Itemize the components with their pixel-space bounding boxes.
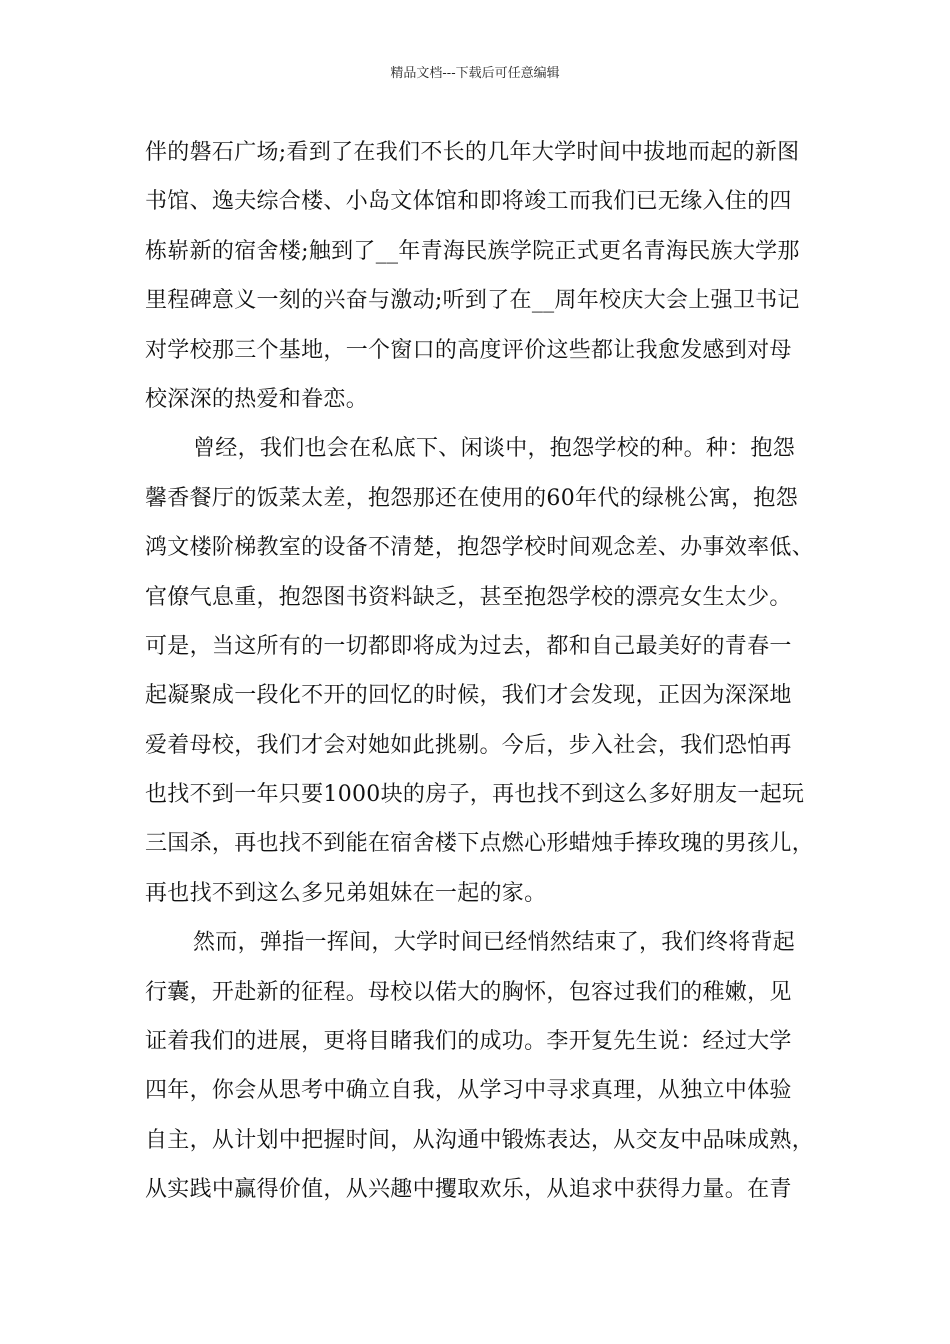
page-header: 精品文档---下载后可任意编辑	[390, 66, 560, 81]
text-line: 起凝聚成一段化不开的回忆的时候，我们才会发现，正因为深深地	[145, 683, 792, 709]
text-line: 四年，你会从思考中确立自我，从学习中寻求真理，从独立中体验	[145, 1078, 792, 1104]
document-body	[145, 132, 817, 1219]
text-line: 证着我们的进展，更将目睹我们的成功。李开复先生说：经过大学	[145, 1029, 792, 1055]
text-line: 里程碑意义一刻的兴奋与激动;听到了在__周年校庆大会上强卫书记	[145, 288, 800, 314]
text-line: 曾经，我们也会在私底下、闲谈中，抱怨学校的种。种：抱怨	[193, 436, 796, 462]
text-line: 爱着母校，我们才会对她如此挑剔。今后，步入社会，我们恐怕再	[145, 732, 792, 758]
text-line: 可是，当这所有的一切都即将成为过去，都和自己最美好的青春一	[145, 633, 792, 659]
text-line: 官僚气息重，抱怨图书资料缺乏，甚至抱怨学校的漂亮女生太少。	[145, 584, 792, 610]
text-line: 也找不到一年只要1000块的房子，再也找不到这么多好朋友一起玩	[145, 782, 805, 808]
text-line: 再也找不到这么多兄弟姐妹在一起的家。	[145, 880, 547, 906]
paragraph-2	[145, 428, 817, 922]
text-line: 然而，弹指一挥间，大学时间已经悄然结束了，我们终将背起	[193, 930, 796, 956]
text-line: 自主，从计划中把握时间，从沟通中锻炼表达，从交友中品味成熟，	[145, 1127, 815, 1153]
text-line: 馨香餐厅的饭菜太差，抱怨那还在使用的60年代的绿桃公寓，抱怨	[145, 485, 798, 511]
text-line: 从实践中赢得价值，从兴趣中攫取欢乐，从追求中获得力量。在青	[145, 1177, 792, 1203]
text-line: 书馆、逸夫综合楼、小岛文体馆和即将竣工而我们已无缘入住的四	[145, 189, 792, 215]
text-line: 行囊，开赴新的征程。母校以偌大的胸怀，包容过我们的稚嫩，见	[145, 979, 792, 1005]
paragraph-1	[145, 132, 817, 428]
paragraph-3	[145, 922, 817, 1218]
text-line: 鸿文楼阶梯教室的设备不清楚，抱怨学校时间观念差、办事效率低、	[145, 535, 815, 561]
text-line: 对学校那三个基地，一个窗口的高度评价这些都让我愈发感到对母	[145, 337, 792, 363]
text-line: 校深深的热爱和眷恋。	[145, 386, 369, 412]
text-line: 伴的磐石广场;看到了在我们不长的几年大学时间中拔地而起的新图	[145, 140, 800, 165]
text-line: 三国杀，再也找不到能在宿舍楼下点燃心形蜡烛手捧玫瑰的男孩儿，	[145, 831, 815, 857]
text-line: 栋崭新的宿舍楼;触到了__年青海民族学院正式更名青海民族大学那	[145, 238, 800, 264]
